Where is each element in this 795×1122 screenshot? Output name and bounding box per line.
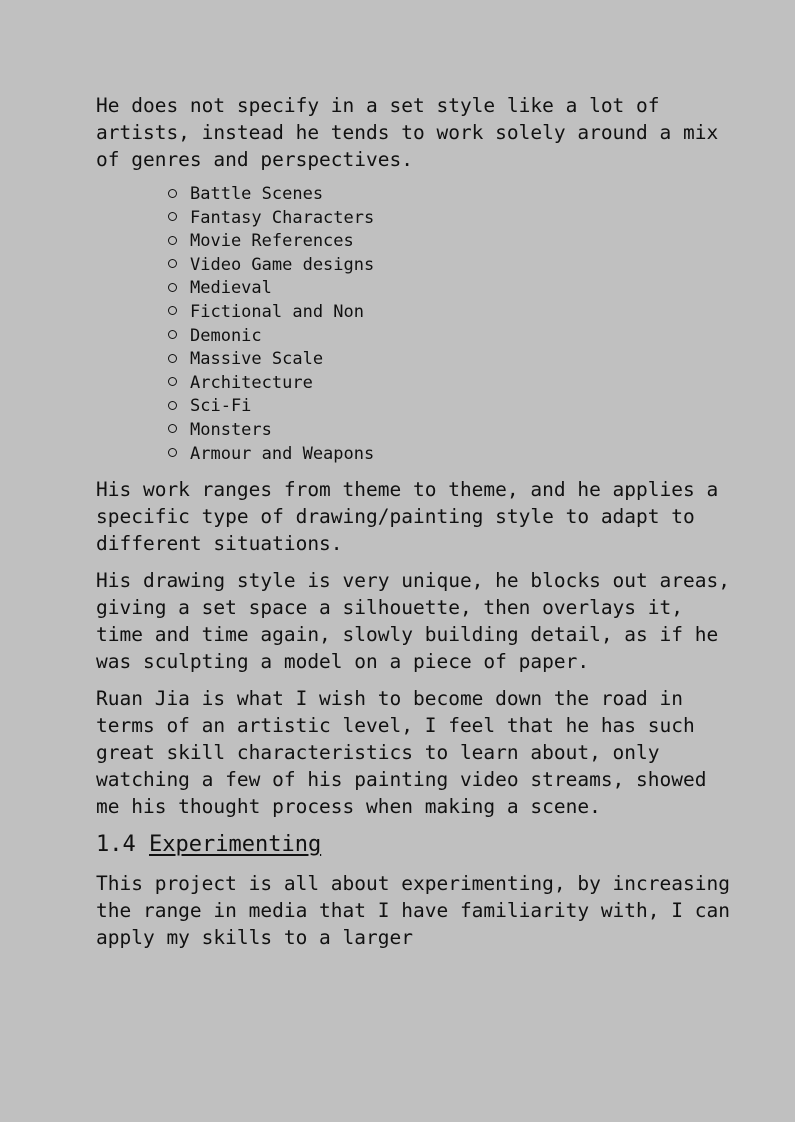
list-item-label: Medieval	[190, 278, 272, 299]
list-item-label: Movie References	[190, 231, 354, 252]
list-item-label: Demonic	[190, 325, 262, 346]
hollow-circle-bullet-icon	[168, 236, 177, 245]
genre-list	[96, 183, 736, 466]
hollow-circle-bullet-icon	[168, 448, 177, 457]
drawing-style-paragraph: His drawing style is very unique, he blocks out areas, giving a set space a silhouette, then overlays it, time and time again, slowly building detail, as if he was sculpting a model on a piece of paper.	[96, 569, 730, 674]
list-item	[168, 372, 736, 396]
experimenting-paragraph: This project is all about experimenting, by increasing the range in media that I have familiarity with, I can apply my skills to a larger	[96, 872, 730, 950]
list-item-label: Fantasy Characters	[190, 207, 375, 228]
list-item-label: Battle Scenes	[190, 184, 324, 204]
hollow-circle-bullet-icon	[168, 377, 177, 386]
list-item-label: Fictional and Non	[190, 301, 364, 322]
list-item	[168, 443, 736, 467]
list-item-label: Architecture	[190, 372, 313, 393]
intro-paragraph: He does not specify in a set style like a lot of artists, instead he tends to work solely around a mix of genres and perspectives.	[96, 94, 719, 171]
work-range-paragraph: His work ranges from theme to theme, and he applies a specific type of drawing/painting style to adapt to different situations.	[96, 478, 719, 556]
hollow-circle-bullet-icon	[168, 259, 177, 268]
section-heading	[96, 830, 736, 860]
hollow-circle-bullet-icon	[168, 354, 177, 363]
hollow-circle-bullet-icon	[168, 424, 177, 433]
list-item-label: Massive Scale	[190, 349, 324, 370]
list-item	[168, 348, 736, 372]
document-page	[96, 92, 736, 961]
list-item	[168, 419, 736, 443]
list-item-label: Sci-Fi	[190, 396, 252, 417]
list-item	[168, 301, 736, 325]
hollow-circle-bullet-icon	[168, 401, 177, 410]
list-item	[168, 395, 736, 419]
list-item	[168, 207, 736, 231]
list-item	[168, 230, 736, 254]
list-item	[168, 183, 736, 207]
list-item	[168, 254, 736, 278]
ruan-jia-paragraph: Ruan Jia is what I wish to become down the road in terms of an artistic level, I feel that he has such great skill characteristics to learn about, only watching a few of his painting video streams, showed me his thought process when making a scene.	[96, 687, 707, 819]
hollow-circle-bullet-icon	[168, 212, 177, 221]
list-item	[168, 325, 736, 349]
hollow-circle-bullet-icon	[168, 283, 177, 292]
list-item	[168, 277, 736, 301]
hollow-circle-bullet-icon	[168, 306, 177, 315]
list-item-label: Video Game designs	[190, 254, 375, 275]
list-item-label: Armour and Weapons	[190, 443, 375, 464]
section-number: 1.4	[96, 832, 136, 858]
section-title: Experimenting	[149, 832, 322, 858]
hollow-circle-bullet-icon	[168, 189, 177, 198]
list-item-label: Monsters	[190, 419, 272, 440]
hollow-circle-bullet-icon	[168, 330, 177, 339]
